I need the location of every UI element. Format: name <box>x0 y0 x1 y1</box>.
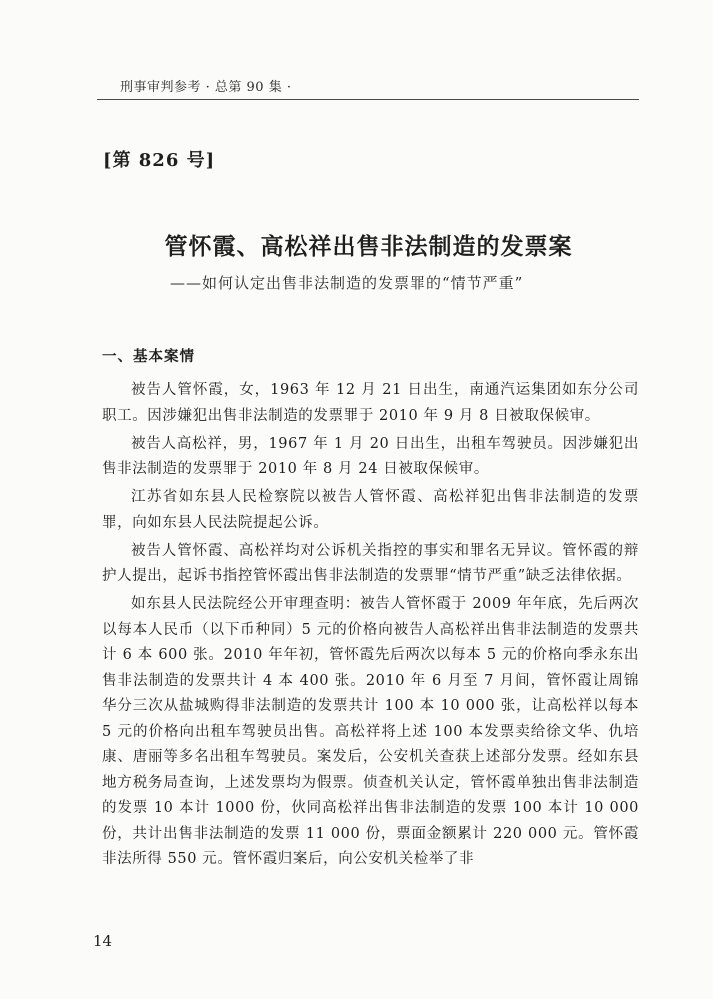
section-heading: 一、基本案情 <box>102 349 195 365</box>
paragraph-5: 如东县人民法院经公开审理查明：被告人管怀霞于 2009 年年底，先后两次以每本人民币（以下币种同）5 元的价格向被告人高松祥出售非法制造的发票共计 6 本 600 张。2010 年年初，管怀霞先后两次以每本 5 元的价格向季永东出售非法制造的发票共计 4 本 400 张。2010 年 6 月至 7 月间，管怀霞让周锦华分三次从盐城购得非法制造的发票共计 100 本 10 000 张，让高松祥以每本 5 元的价格向出租车驾驶员出售。高松祥将上述 100 本发票卖给徐文华、仇培康、唐丽等多名出租车驾驶员。案发后，公安机关查获上述部分发票。经如东县地方税务局查询，上述发票均为假票。侦查机关认定，管怀霞单独出售非法制造的发票 10 本计 1000 份，伙同高松祥出售非法制造的发票 100 本计 10 000 份，共计出售非法制造的发票 11 000 份，票面金额累计 220 000 元。管怀霞非法所得 550 元。管怀霞归案后，向公安机关检举了非 <box>102 596 639 867</box>
paragraph-1: 被告人管怀霞，女，1963 年 12 月 21 日出生，南通汽运集团如东分公司职工。因涉嫌犯出售非法制造的发票罪于 2010 年 9 月 8 日被取保候审。 <box>102 382 639 424</box>
running-header: 刑事审判参考 · 总第 90 集 · <box>120 80 292 95</box>
body-text <box>102 378 639 875</box>
case-subtitle: ——如何认定出售非法制造的发票罪的“情节严重” <box>170 274 524 292</box>
page-number: 14 <box>93 932 113 950</box>
header-rule <box>97 99 639 100</box>
case-number: [第 826 号] <box>103 150 216 171</box>
paragraph-2: 被告人高松祥，男，1967 年 1 月 20 日出生，出租车驾驶员。因涉嫌犯出售非法制造的发票罪于 2010 年 8 月 24 日被取保候审。 <box>102 435 639 477</box>
case-title: 管怀霞、高松祥出售非法制造的发票案 <box>164 233 573 260</box>
paragraph-3: 江苏省如东县人民检察院以被告人管怀霞、高松祥犯出售非法制造的发票罪，向如东县人民法院提起公诉。 <box>102 489 639 531</box>
paragraph-4: 被告人管怀霞、高松祥均对公诉机关指控的事实和罪名无异议。管怀霞的辩护人提出，起诉书指控管怀霞出售非法制造的发票罪“情节严重”缺乏法律依据。 <box>102 542 639 584</box>
